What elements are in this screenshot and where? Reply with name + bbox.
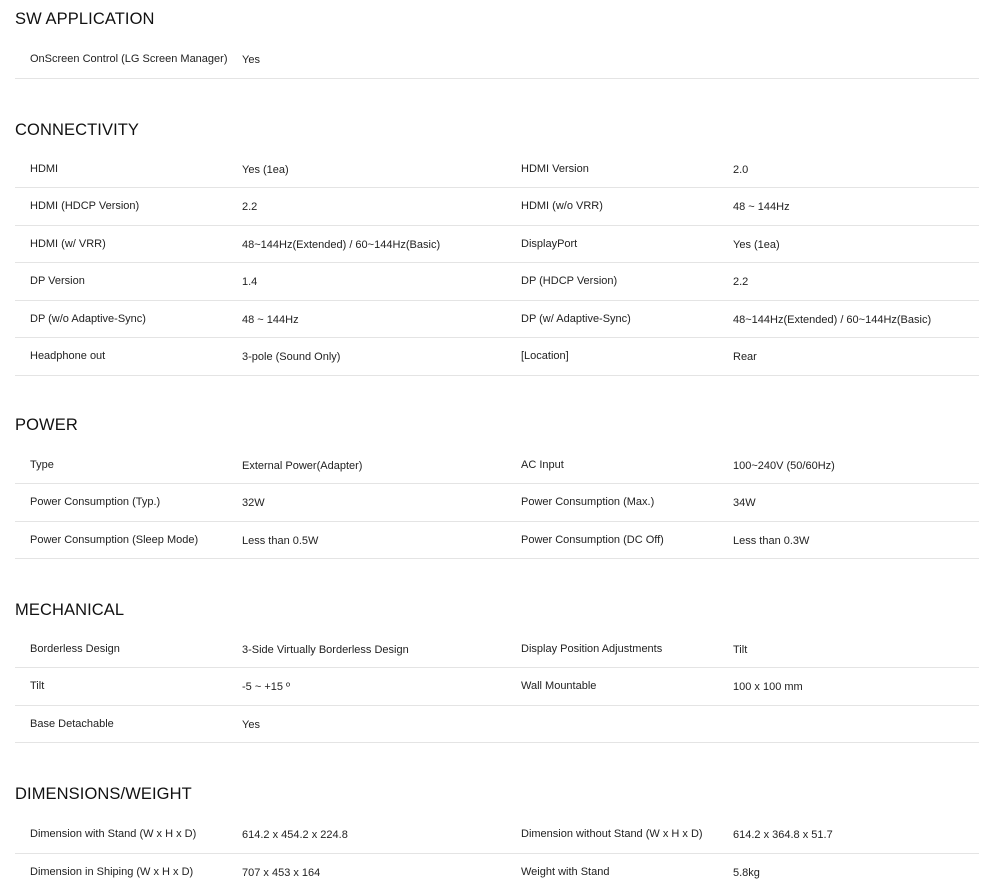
spec-value: 48 ~ 144Hz [242,313,299,326]
spec-label: Wall Mountable [521,680,597,692]
spec-label [521,706,733,742]
table-row [15,706,979,743]
spec-table [15,816,979,890]
spec-value: 614.2 x 454.2 x 224.8 [242,829,348,841]
table-row [15,816,979,854]
section-title: DIMENSIONS/WEIGHT [15,785,192,803]
spec-table [15,151,979,376]
spec-value: 100 x 100 mm [733,681,803,693]
spec-label: [Location] [521,350,569,362]
spec-value: Rear [733,351,757,363]
section-title: MECHANICAL [15,601,125,619]
spec-value: 1.4 [242,276,258,288]
spec-label: HDMI Version [521,162,589,175]
spec-value: 3-pole (Sound Only) [242,351,341,363]
spec-label: DP (HDCP Version) [521,275,618,287]
section-title: POWER [15,416,78,434]
section-title: SW APPLICATION [15,10,155,28]
spec-label: Headphone out [30,350,106,362]
spec-value: 2.2 [733,276,749,288]
spec-value: 614.2 x 364.8 x 51.7 [733,829,833,841]
table-row [15,226,979,263]
spec-value: Yes (1ea) [242,163,289,176]
spec-value: Less than 0.5W [242,534,319,547]
section-title: CONNECTIVITY [15,121,140,139]
spec-label: Dimension in Shiping (W x H x D) [30,865,194,878]
spec-value: -5 ~ +15 º [242,681,291,693]
table-row [15,151,979,188]
table-row [15,263,979,301]
spec-value: 32W [242,497,265,509]
spec-value: Yes [242,718,260,731]
spec-value: 48~144Hz(Extended) / 60~144Hz(Basic) [242,238,441,251]
spec-label: Dimension without Stand (W x H x D) [521,828,703,840]
table-row [15,631,979,668]
spec-label: OnScreen Control (LG Screen Manager) [30,53,228,65]
spec-label: DP (w/ Adaptive-Sync) [521,312,631,325]
table-row [15,338,979,376]
section-connectivity [15,119,979,376]
spec-label: Borderless Design [30,642,120,655]
spec-label: Power Consumption (Typ.) [30,496,161,508]
section-dimensions-weight [15,783,979,890]
spec-label: DP Version [30,275,85,287]
spec-label: Tilt [30,680,45,692]
spec-table [15,41,979,79]
table-row [15,484,979,522]
section-power [15,414,979,559]
section-sw-application [15,8,979,79]
spec-label: HDMI [30,162,59,175]
table-row [15,668,979,706]
spec-label: Dimension with Stand (W x H x D) [30,828,197,840]
spec-label: Type [30,458,54,471]
spec-label: Weight with Stand [521,865,610,878]
spec-label: DP (w/o Adaptive-Sync) [30,312,146,325]
spec-table [15,447,979,559]
spec-label: Power Consumption (Max.) [521,496,655,508]
spec-label: Display Position Adjustments [521,642,663,655]
spec-label: Base Detachable [30,717,114,730]
spec-value: 48~144Hz(Extended) / 60~144Hz(Basic) [733,313,932,326]
spec-label: Power Consumption (DC Off) [521,533,664,546]
spec-value: 707 x 453 x 164 [242,866,321,879]
spec-label: AC Input [521,458,564,471]
table-row [15,188,979,226]
spec-value: Less than 0.3W [733,534,810,547]
spec-value: 100~240V (50/60Hz) [733,459,835,472]
spec-value: 3-Side Virtually Borderless Design [242,643,409,656]
spec-value: 34W [733,497,756,509]
spec-label: HDMI (w/o VRR) [521,200,603,212]
spec-value [733,706,979,742]
spec-table [15,631,979,743]
table-row [15,301,979,338]
spec-label: HDMI (w/ VRR) [30,237,106,250]
spec-value: 2.0 [733,163,749,176]
spec-label: DisplayPort [521,237,578,250]
table-row [15,41,979,79]
spec-value: 48 ~ 144Hz [733,201,790,213]
table-row [15,447,979,484]
spec-value: 2.2 [242,201,258,213]
spec-value: Yes [242,54,260,66]
spec-value: Yes (1ea) [733,238,780,251]
section-mechanical [15,599,979,743]
table-row [15,854,979,890]
spec-value: 5.8kg [733,866,760,879]
spec-value: External Power(Adapter) [242,459,363,472]
spec-value: Tilt [733,643,748,656]
spec-label: Power Consumption (Sleep Mode) [30,533,199,546]
table-row [15,522,979,559]
spec-label: HDMI (HDCP Version) [30,200,140,212]
